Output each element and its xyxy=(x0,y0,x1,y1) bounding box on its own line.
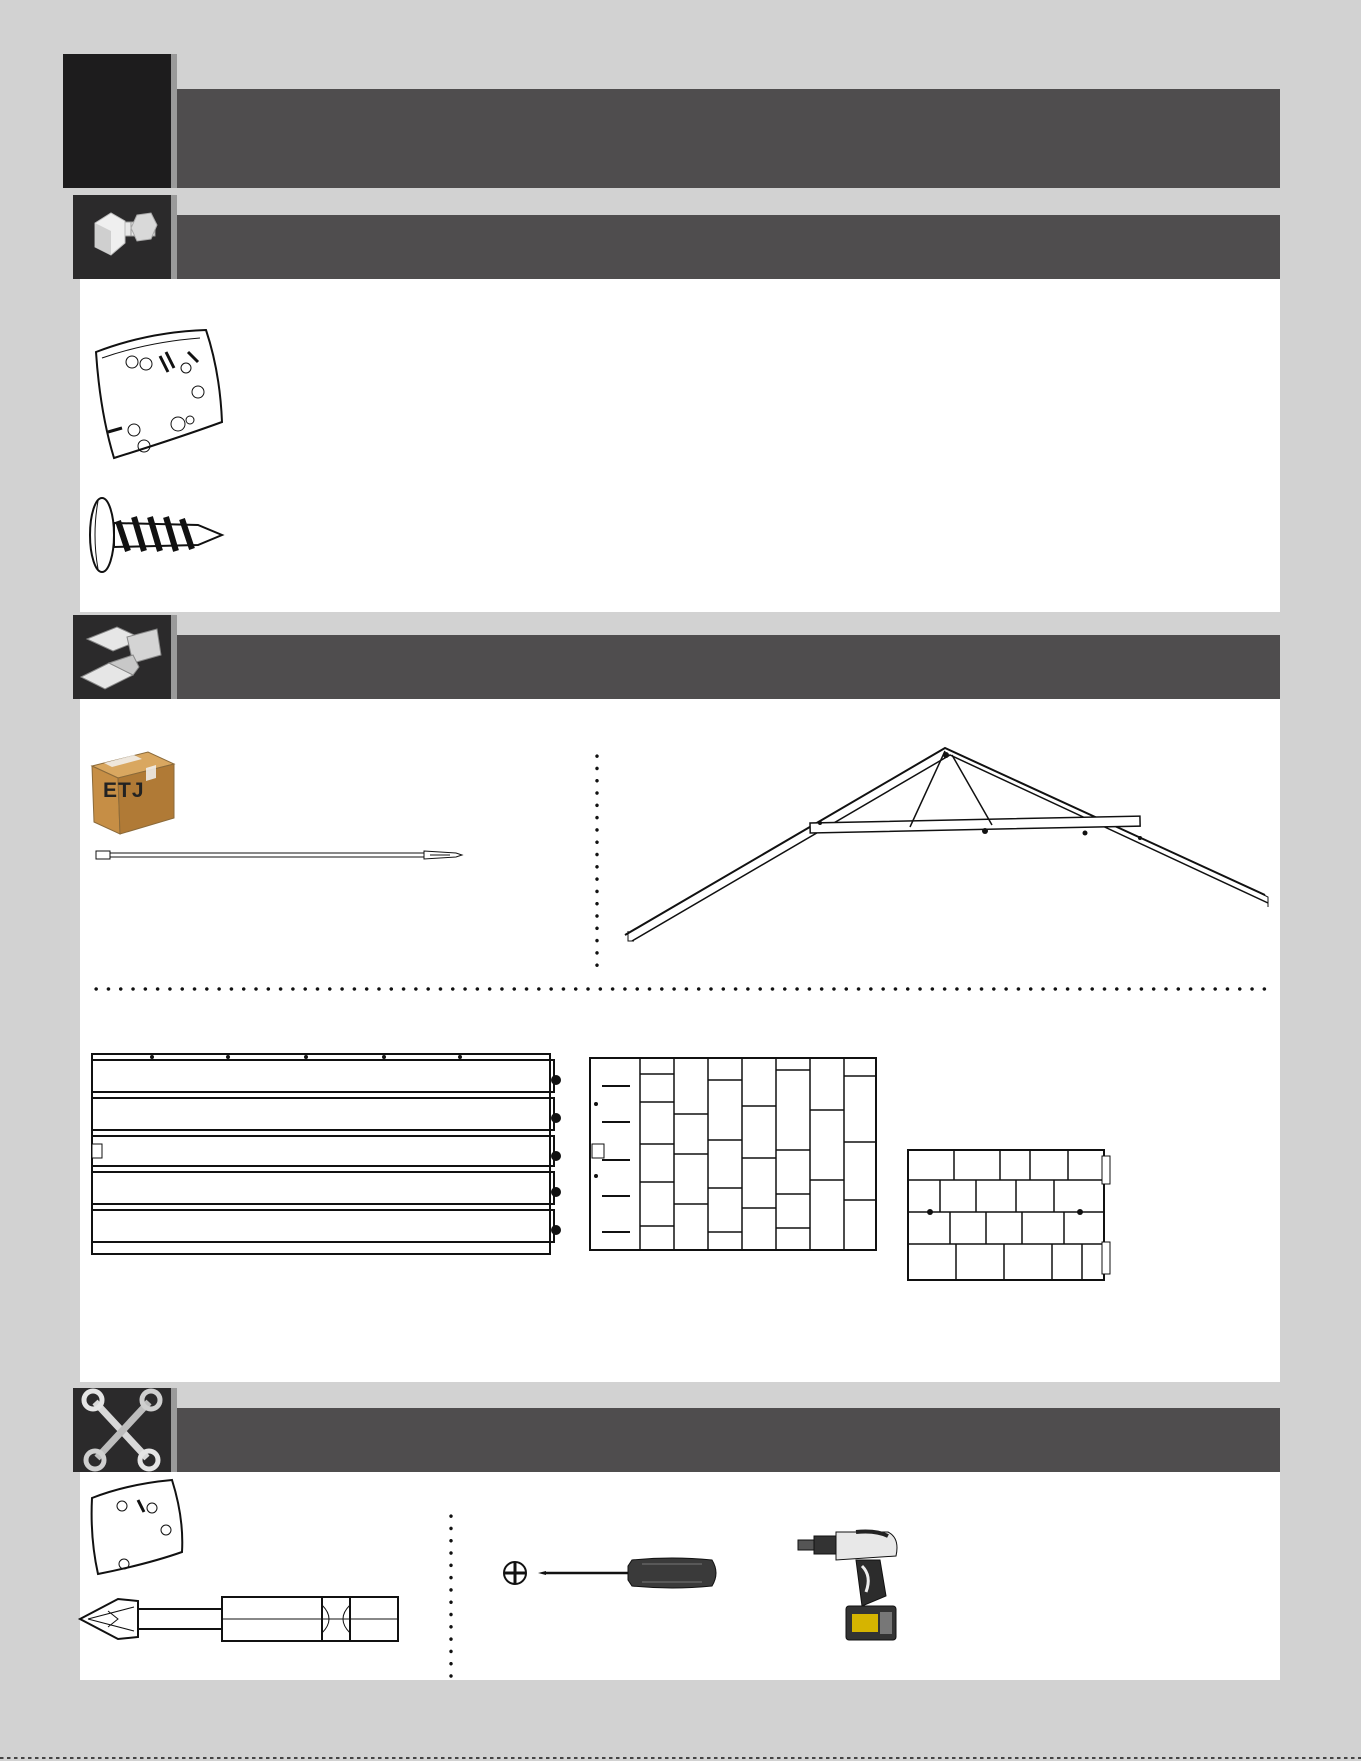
parts-box-label: ETJ xyxy=(103,779,145,802)
tie-rod-icon xyxy=(94,848,464,862)
hardware-band xyxy=(177,215,1280,279)
phillips-screwdriver-icon xyxy=(502,1554,722,1594)
page-bottom-cut-line xyxy=(0,1757,1361,1759)
tools-icon-box xyxy=(73,1388,171,1472)
hardware-bag-icon xyxy=(88,322,238,462)
parts-divider-horizontal xyxy=(90,987,1270,991)
bracket-icon xyxy=(73,615,171,699)
roof-truss-icon xyxy=(620,745,1270,945)
screw-icon xyxy=(88,495,228,575)
tools-divider-vertical xyxy=(449,1510,453,1680)
bolt-nut-icon xyxy=(73,195,171,279)
wrenches-icon xyxy=(73,1388,171,1472)
page-number-block xyxy=(63,54,171,188)
parts-divider-vertical xyxy=(595,750,599,967)
tools-bag-icon xyxy=(88,1478,188,1578)
shingle-panel-large-icon xyxy=(588,1056,878,1252)
hardware-panel xyxy=(80,279,1280,612)
title-band xyxy=(177,89,1280,188)
driver-bit-icon xyxy=(78,1593,408,1645)
tools-band xyxy=(177,1408,1280,1472)
shingle-panel-small-icon xyxy=(904,1146,1114,1286)
parts-icon-box xyxy=(73,615,171,699)
parts-band xyxy=(177,635,1280,699)
wall-panel-icon xyxy=(88,1050,558,1260)
cordless-drill-icon xyxy=(796,1526,906,1646)
hardware-icon-box xyxy=(73,195,171,279)
